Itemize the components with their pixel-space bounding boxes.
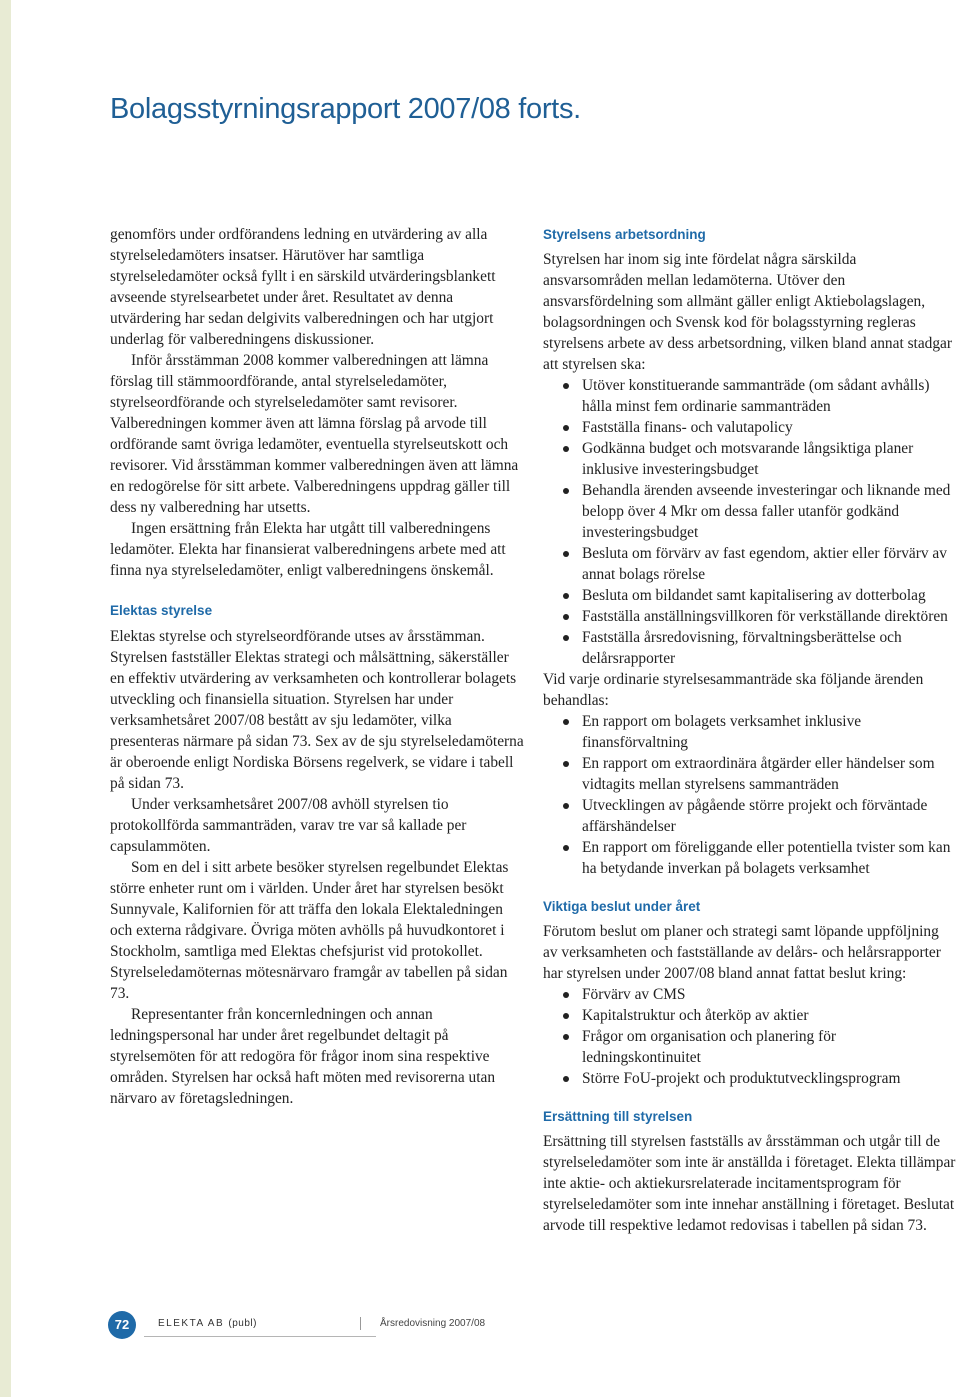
footer-separator [360, 1317, 361, 1330]
list-item: En rapport om extraordinära åtgärder eller händelser som vidtagits mellan styrelsens sammanträden [543, 753, 957, 795]
paragraph: Vid varje ordinarie styrelsesammanträde ska följande ärenden behandlas: [543, 671, 924, 709]
paragraph: Styrelsen har inom sig inte fördelat några särskilda ansvarsområden mellan ledamöterna. Utöver den ansvarsfördelning som allmänt gäller enligt Aktiebolagslagen, bolagsordningen och Svensk kod för bolagsstyrning regleras styrelsens arbete av dess arbetsordning, vilken bland annat stadgar att styrelsen ska: [543, 251, 953, 373]
footer-company [158, 1318, 257, 1329]
bullet-list-duties [543, 375, 957, 669]
list-item: Behandla ärenden avseende investeringar och liknande med belopp över 4 Mkr om dessa faller utanför godkänd investeringsbudget [543, 480, 957, 543]
paragraph: Under verksamhetsåret 2007/08 avhöll styrelsen tio protokollförda sammanträden, varav tre var så kallade per capsulammöten. [110, 796, 467, 855]
left-margin-bar [0, 0, 11, 1397]
list-item: Utvecklingen av pågående större projekt och förväntade affärshändelser [543, 795, 957, 837]
list-item: Frågor om organisation och planering för ledningskontinuitet [543, 1026, 957, 1068]
list-item: Besluta om bildandet samt kapitalisering av dotterbolag [543, 585, 957, 606]
list-item: En rapport om bolagets verksamhet inklusive finansförvaltning [543, 711, 957, 753]
footer-company-name: ELEKTA AB [158, 1318, 225, 1329]
list-item: Större FoU-projekt och produktutvecklingsprogram [543, 1068, 957, 1089]
list-item: Godkänna budget och motsvarande långsiktiga planer inklusive investeringsbudget [543, 438, 957, 480]
list-item: Fastställa anställningsvillkoren för verkställande direktören [543, 606, 957, 627]
paragraph: Ingen ersättning från Elekta har utgått till valberedningens ledamöter. Elekta har finansierat valberedningens arbete med att finna nya styrelseledamöter, enligt valberedningens önskemål. [110, 520, 506, 579]
section-heading-arbetsordning: Styrelsens arbetsordning [543, 227, 706, 242]
list-item: En rapport om föreliggande eller potentiella tvister som kan ha betydande inverkan på bolagets verksamhet [543, 837, 957, 879]
list-item: Utöver konstituerande sammanträde (om sådant avhålls) hålla minst fem ordinarie sammanträden [543, 375, 957, 417]
bullet-list-agenda [543, 711, 957, 879]
paragraph: Elektas styrelse och styrelseordförande utses av årsstämman. Styrelsen fastställer Elektas strategi och målsättning, säkerställer en effektiv utvärdering av verksamheten och kontrollerar bolagets utveckling och finansiella situation. Styrelsen har under verksamhetsåret 2007/08 bestått av sju ledamöter, vilka presenteras närmare på sidan 73. Sex av de sju styrelseledamöterna är oberoende enligt Nordiska Börsens regelverk, se vidare i tabell på sidan 73. [110, 628, 524, 792]
footer-company-suffix: (publ) [228, 1318, 257, 1329]
section-heading-ersattning: Ersättning till styrelsen [543, 1109, 693, 1124]
paragraph: Ersättning till styrelsen fastställs av årsstämman och utgår till de styrelseledamöter som inte är anställda i företaget. Elekta tillämpar inte aktie- och aktiekursrelaterade incitamentsprogram för styrelseledamöter som inte innehar anställning i företaget. Beslutat arvode till respektive ledamot redovisas i tabellen på sidan 73. [543, 1133, 956, 1234]
list-item: Besluta om förvärv av fast egendom, aktier eller förvärv av annat bolags rörelse [543, 543, 957, 585]
page-title: Bolagsstyrningsrapport 2007/08 forts. [110, 93, 581, 125]
page-footer [108, 1311, 486, 1339]
section-heading-viktiga-beslut: Viktiga beslut under året [543, 899, 701, 914]
list-item: Fastställa finans- och valutapolicy [543, 417, 957, 438]
page-number: 72 [108, 1311, 136, 1339]
footer-report-title: Årsredovisning 2007/08 [380, 1318, 486, 1329]
paragraph: genomförs under ordförandens ledning en utvärdering av alla styrelseledamöters insatser. Härutöver har samtliga styrelseledamöter också fyllt i en särskild utvärderingsblankett avseende styrelsearbetet under året. Resultatet av denna utvärdering har sedan delgivits valberedningen och har utgjort underlag för valberedningens diskussioner. [110, 226, 496, 348]
paragraph: Representanter från koncernledningen och annan ledningspersonal har under året regelbundet deltagit på styrelsemöten för att redogöra för frågor inom sina respektive områden. Styrelsen har också haft möten med revisorerna utan närvaro av företagsledningen. [110, 1006, 496, 1107]
paragraph: Inför årsstämman 2008 kommer valberedningen att lämna förslag till stämmoordförande, antal styrelseledamöter, styrelseordförande och styrelseledamöter samt revisorer. Valberedningen kommer även att lämna förslag på arvode till ordförande samt övriga ledamöter, eventuella styrelseutskott och revisorer. Vid årsstämman kommer valberedningen även att lämna en redogörelse för sitt arbete. Valberedningens uppdrag gäller till dess ny valberedning har utsetts. [110, 352, 519, 516]
bullet-list-decisions [543, 984, 957, 1089]
right-column [543, 224, 957, 1236]
footer-rule [144, 1336, 376, 1337]
paragraph: Som en del i sitt arbete besöker styrelsen regelbundet Elektas större enheter runt om i världen. Under året har styrelsen besökt Sunnyvale, Kalifornien för att träffa den lokala Elektaledningen och externa rådgivare. Övriga möten avhölls på huvudkontoret i Stockholm, samtliga med Elektas chefsjurist vid protokollet. Styrelseledamöternas mötesnärvaro framgår av tabellen på sidan 73. [110, 859, 509, 1002]
left-column [110, 224, 524, 1109]
list-item: Fastställa årsredovisning, förvaltningsberättelse och delårsrapporter [543, 627, 957, 669]
list-item: Förvärv av CMS [543, 984, 957, 1005]
paragraph: Förutom beslut om planer och strategi samt löpande uppföljning av verksamheten och fastställande av delårs- och helårsrapporter har styrelsen under 2007/08 bland annat fattat beslut kring: [543, 923, 941, 982]
section-heading-elektas-styrelse: Elektas styrelse [110, 603, 213, 618]
list-item: Kapitalstruktur och återköp av aktier [543, 1005, 957, 1026]
